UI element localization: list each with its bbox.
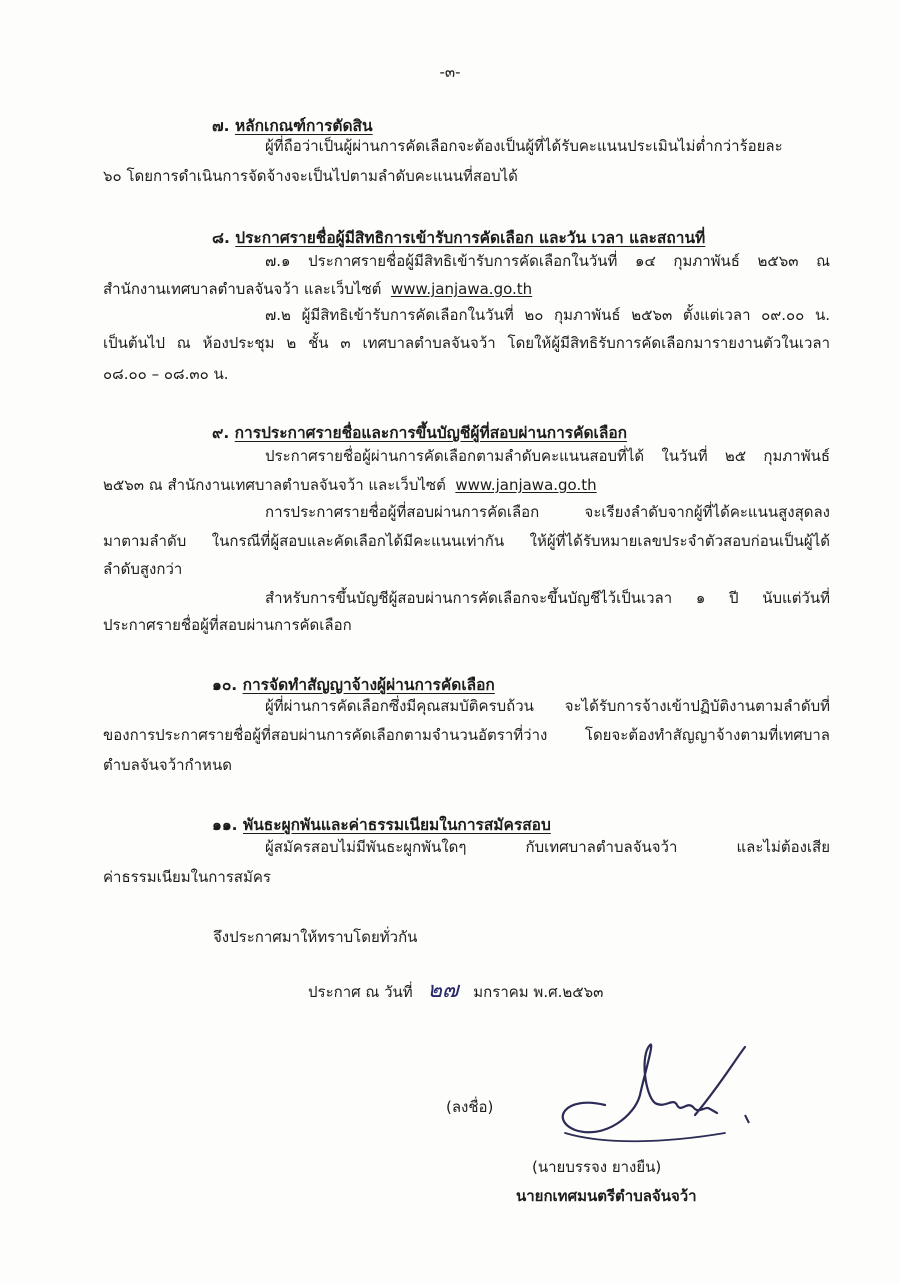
section-8-p1-line-2 [103, 278, 532, 300]
section-9-p3-line-2: ประกาศรายชื่อผู้ที่สอบผ่านการคัดเลือก [103, 616, 352, 634]
section-9-p2-line-3: ลำดับสูงกว่า [103, 560, 183, 578]
page-number: -๓- [439, 63, 461, 81]
date-suffix: มกราคม พ.ศ.๒๕๖๓ [473, 983, 604, 1001]
section-10-line-3: ตำบลจันจว้ากำหนด [103, 756, 232, 774]
section-10-title: การจัดทำสัญญาจ้างผู้ผ่านการคัดเลือก [242, 676, 495, 694]
section-9-p3-line-1: สำหรับการขึ้นบัญชีผู้สอบผ่านการคัดเลือกจะขึ้นบัญชีไว้เป็นเวลา ๑ ปี นับแต่วันที่ [265, 589, 830, 607]
date-day: ๒๗ [427, 978, 459, 1003]
website-link[interactable]: www.janjawa.go.th [390, 280, 533, 298]
section-7-number: ๗. [212, 117, 230, 135]
handwritten-signature [545, 1035, 765, 1155]
section-8-number: ๘. [212, 229, 230, 247]
announce-date [308, 980, 603, 1003]
section-11-number: ๑๑. [212, 816, 238, 834]
section-9-number: ๙. [212, 424, 230, 442]
section-11-line-2: ค่าธรรมเนียมในการสมัคร [103, 868, 271, 886]
section-7-line-1: ผู้ที่ถือว่าเป็นผู้ผ่านการคัดเลือกจะต้องเป็นผู้ที่ได้รับคะแนนประเมินไม่ต่ำกว่าร้อยละ [265, 137, 783, 155]
section-8-p2-line-2: เป็นต้นไป ณ ห้องประชุม ๒ ชั้น ๓ เทศบาลตำบลจันจว้า โดยให้ผู้มีสิทธิรับการคัดเลือกมารายงานตัวในเวลา [103, 334, 830, 352]
section-9-p1-line-2 [103, 474, 597, 496]
closing-announce: จึงประกาศมาให้ทราบโดยทั่วกัน [213, 928, 418, 946]
section-11-line-1: ผู้สมัครสอบไม่มีพันธะผูกพันใดๆ กับเทศบาลตำบลจันจว้า และไม่ต้องเสีย [265, 838, 830, 856]
signer-name: (นายบรรจง ยางยืน) [532, 1158, 662, 1176]
section-9-p2-line-2: มาตามลำดับ ในกรณีที่ผู้สอบและคัดเลือกได้มีคะแนนเท่ากัน ให้ผู้ที่ได้รับหมายเลขประจำตัวสอบก่อนเป็นผู้ได้ [103, 532, 830, 550]
section-8-p2-line-1: ๗.๒ ผู้มีสิทธิเข้ารับการคัดเลือกในวันที่ ๒๐ กุมภาพันธ์ ๒๕๖๓ ตั้งแต่เวลา ๐๙.๐๐ น. [265, 306, 830, 324]
section-9-heading [212, 420, 627, 445]
section-9-p1-line-2-text: ๒๕๖๓ ณ สำนักงานเทศบาลตำบลจันจว้า และเว็บไซต์ [103, 476, 446, 494]
website-link-2[interactable]: www.janjawa.go.th [455, 476, 597, 494]
section-10-line-2: ของการประกาศรายชื่อผู้ที่สอบผ่านการคัดเลือกตามจำนวนอัตราที่ว่าง โดยจะต้องทำสัญญาจ้างตามที่เทศบาล [103, 726, 830, 744]
section-11-title: พันธะผูกพันและค่าธรรมเนียมในการสมัครสอบ [242, 816, 551, 834]
date-prefix: ประกาศ ณ วันที่ [308, 983, 413, 1001]
section-8-p2-line-3: ๐๘.๐๐ – ๐๘.๓๐ น. [103, 365, 229, 383]
section-8-p1-line-1: ๗.๑ ประกาศรายชื่อผู้มีสิทธิเข้ารับการคัดเลือกในวันที่ ๑๔ กุมภาพันธ์ ๒๕๖๓ ณ [265, 252, 830, 270]
section-8-heading [212, 225, 705, 250]
section-10-number: ๑๐. [212, 676, 238, 694]
section-9-title: การประกาศรายชื่อและการขึ้นบัญชีผู้ที่สอบผ่านการคัดเลือก [234, 424, 628, 442]
section-7-title: หลักเกณฑ์การตัดสิน [234, 117, 373, 135]
section-10-heading [212, 672, 495, 697]
section-9-p2-line-1: การประกาศรายชื่อผู้ที่สอบผ่านการคัดเลือก จะเรียงลำดับจากผู้ที่ได้คะแนนสูงสุดลง [265, 503, 830, 521]
section-8-title: ประกาศรายชื่อผู้มีสิทธิการเข้ารับการคัดเลือก และวัน เวลา และสถานที่ [235, 229, 706, 247]
signer-position: นายกเทศมนตรีตำบลจันจว้า [516, 1187, 697, 1205]
section-7-line-2: ๖๐ โดยการดำเนินการจัดจ้างจะเป็นไปตามลำดับคะแนนที่สอบได้ [103, 167, 518, 185]
section-10-line-1: ผู้ที่ผ่านการคัดเลือกซึ่งมีคุณสมบัติครบถ้วน จะได้รับการจ้างเข้าปฏิบัติงานตามลำดับที่ [265, 697, 830, 715]
section-8-p1-line-2-text: สำนักงานเทศบาลตำบลจันจว้า และเว็บไซต์ [103, 280, 382, 298]
section-11-heading [212, 812, 551, 837]
section-9-p1-line-1: ประกาศรายชื่อผู้ผ่านการคัดเลือกตามลำดับคะแนนสอบที่ได้ ในวันที่ ๒๕ กุมภาพันธ์ [265, 447, 830, 465]
sign-label: (ลงชื่อ) [446, 1098, 494, 1116]
